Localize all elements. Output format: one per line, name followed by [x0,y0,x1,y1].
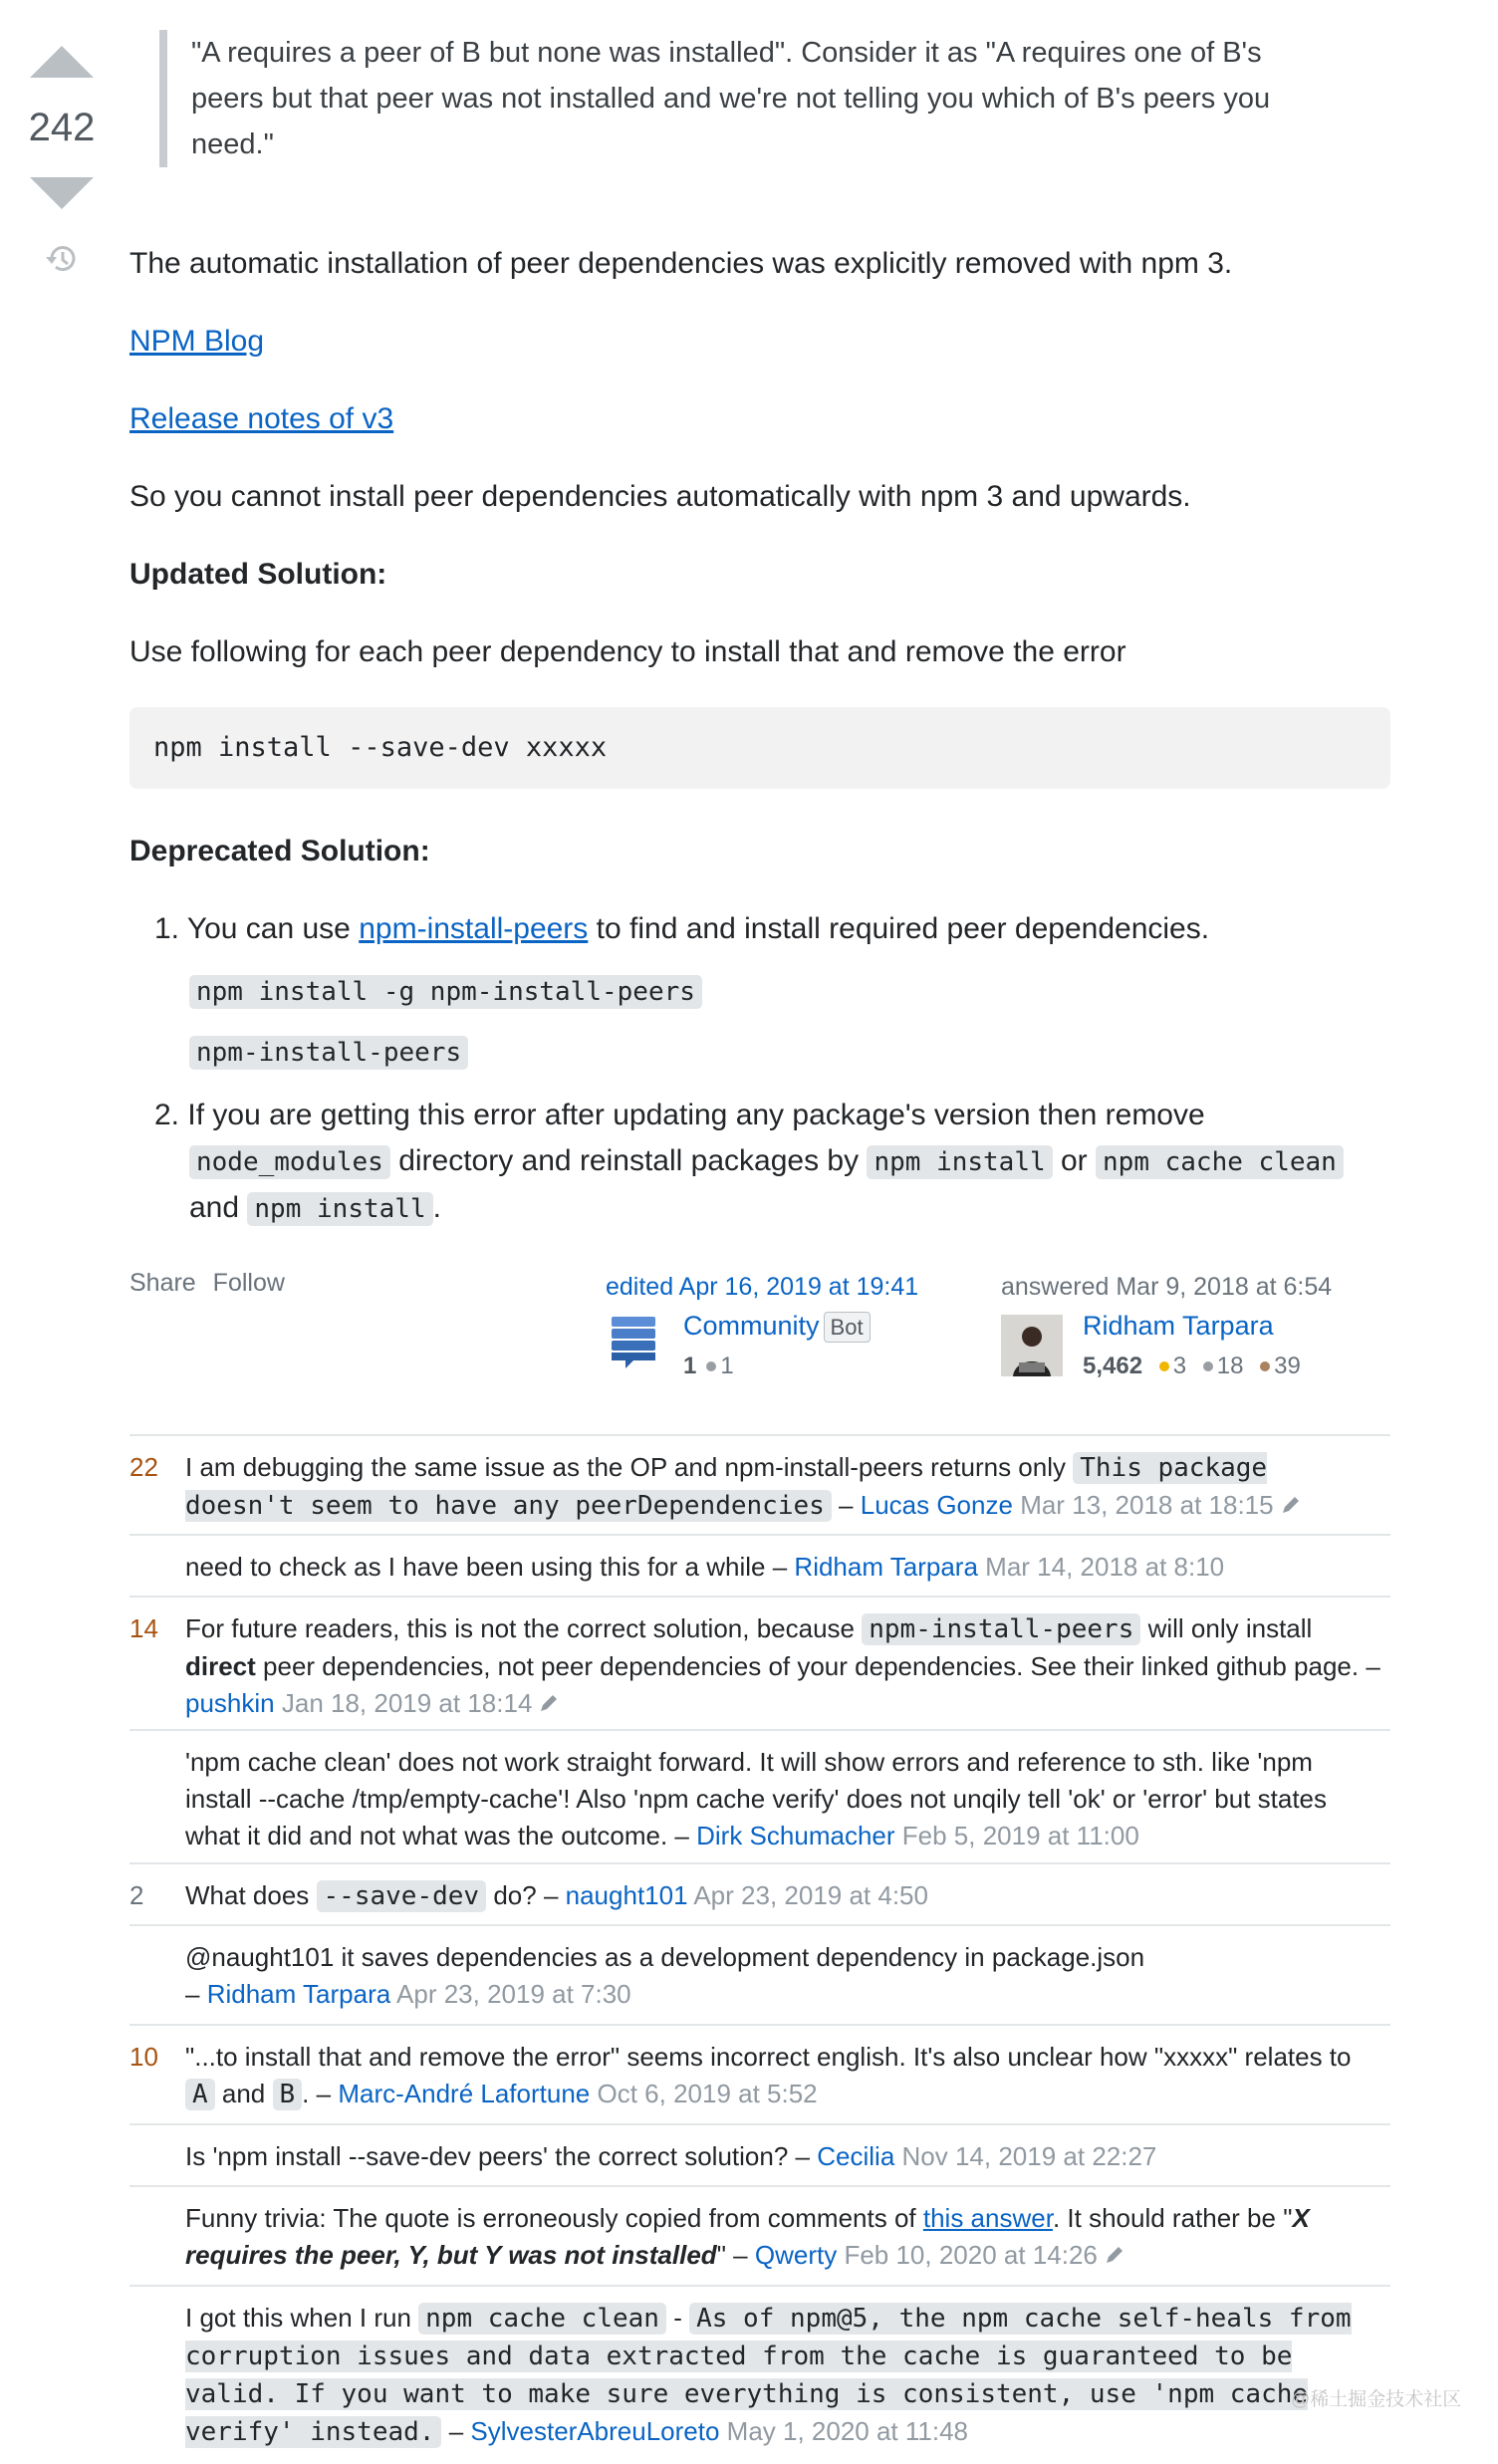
comment: Is 'npm install --save-dev peers' the correct solution? – Cecilia Nov 14, 2019 at 22:27 [129,2123,1390,2185]
comment: 22 I am debugging the same issue as the OP and npm-install-peers returns only This package doesn't seem to have any peerDependencies – Lucas Gonze Mar 13, 2018 at 18:15 [129,1434,1390,1534]
downvote-arrow-icon[interactable] [30,177,94,209]
comment: Funny trivia: The quote is erroneously copied from comments of this answer. It should rather be "X requires the peer, Y, but Y was not installed" – Qwerty Feb 10, 2020 at 14:26 [129,2185,1390,2285]
author-user-link[interactable]: Ridham Tarpara [1083,1311,1274,1341]
comment-date: Nov 14, 2019 at 22:27 [901,2141,1157,2171]
comment-user-link[interactable]: Cecilia [817,2141,895,2171]
comment: 14 For future readers, this is not the correct solution, because npm-install-peers will only install direct peer dependencies, not peer dependencies of your dependencies. See their linked github page. – pushkin Jan 18, 2019 at 18:14 [129,1596,1390,1729]
comment: 2 What does --save-dev do? – naught101 Apr 23, 2019 at 4:50 [129,1862,1390,1924]
comment: 'npm cache clean' does not work straight forward. It will show errors and reference to sth. like 'npm install --cache /tmp/empty-cache'! Also 'npm cache verify' does not unqily tell 'ok' or 'error' but states what it did and not what was the outcome. – Dirk Schumacher Feb 5, 2019 at 11:00 [129,1729,1390,1862]
share-link[interactable]: Share [129,1269,196,1297]
comments-list [129,1434,1390,2447]
code-block: npm install --save-dev xxxxx [129,707,1390,789]
release-notes-link[interactable]: Release notes of v3 [129,402,394,435]
comment-user-link[interactable]: Lucas Gonze [860,1490,1013,1520]
vote-column [20,40,104,279]
author-card [1001,1273,1389,1392]
follow-link[interactable]: Follow [212,1269,285,1297]
comment: 10 "...to install that and remove the error" seems incorrect english. It's also unclear how "xxxxx" relates to A and B . – Marc-André Lafortune Oct 6, 2019 at 5:52 [129,2024,1390,2123]
this-answer-link[interactable]: this answer [922,2203,1053,2233]
community-avatar[interactable] [610,1315,671,1376]
deprecated-solution-heading: Deprecated Solution: [129,835,430,867]
author-avatar[interactable] [1001,1315,1063,1376]
comment-user-link[interactable]: Dirk Schumacher [696,1821,895,1850]
paragraph-npm3: The automatic installation of peer dependencies was explicitly removed with npm 3. [129,247,1233,280]
comment-score: 14 [129,1613,158,1643]
comment: need to check as I have been using this for a while – Ridham Tarpara Mar 14, 2018 at 8:10 [129,1534,1390,1596]
community-user-link[interactable]: Community Bot [683,1311,871,1342]
comment-score: 10 [129,2042,158,2072]
comment-user-link[interactable]: Marc-André Lafortune [338,2079,591,2108]
comment-date: Mar 13, 2018 at 18:15 [1020,1490,1274,1520]
watermark: @稀土掘金技术社区 [1291,2389,1462,2410]
paragraph-cannot-install: So you cannot install peer dependencies automatically with npm 3 and upwards. [129,480,1191,513]
comment-date: Feb 10, 2020 at 14:26 [844,2240,1098,2270]
post-actions [129,1269,285,1298]
updated-solution-heading: Updated Solution: [129,558,387,591]
comment-user-link[interactable]: Qwerty [754,2240,838,2270]
edit-pencil-icon[interactable] [1104,2239,1125,2276]
edit-pencil-icon[interactable] [538,1687,560,1724]
comment-score: 2 [129,1880,144,1910]
comment-user-link[interactable]: naught101 [565,1880,688,1910]
history-icon[interactable] [42,239,82,279]
upvote-arrow-icon[interactable] [30,46,94,78]
list-code-2: npm-install-peers [189,1032,1444,1073]
npm-install-peers-link[interactable]: npm-install-peers [359,912,589,945]
comment-date: Apr 23, 2019 at 4:50 [693,1880,928,1910]
comment-date: Oct 6, 2019 at 5:52 [597,2079,818,2108]
comment: @naught101 it saves dependencies as a development dependency in package.json – Ridham Tarpara Apr 23, 2019 at 7:30 [129,1924,1390,2024]
list-code-1: npm install -g npm-install-peers [189,971,1444,1012]
comment-user-link[interactable]: Ridham Tarpara [794,1552,978,1582]
comment-date: Apr 23, 2019 at 7:30 [396,1979,631,2009]
comment-user-link[interactable]: Ridham Tarpara [206,1979,391,2009]
comment-date: May 1, 2020 at 11:48 [726,2416,969,2446]
updated-solution-text: Use following for each peer dependency to install that and remove the error [129,635,1126,668]
community-reputation: 1 1 [683,1353,734,1379]
list-item-1: 1. You can use npm-install-peers to find and install required peer dependencies. [154,912,1210,945]
answered-timestamp: answered Mar 9, 2018 at 6:54 [1001,1273,1333,1301]
comment-user-link[interactable]: SylvesterAbreuLoreto [470,2416,720,2446]
comment-date: Feb 5, 2019 at 11:00 [901,1821,1139,1850]
comment-date: Mar 14, 2018 at 8:10 [985,1552,1225,1582]
blockquote: "A requires a peer of B but none was installed". Consider it as "A requires one of B's peers but that peer was not installed and we're not telling you which of B's peers you need." [159,30,1335,167]
edit-pencil-icon[interactable] [1280,1489,1302,1526]
vote-count: 242 [28,106,96,149]
bot-badge: Bot [824,1312,871,1343]
edited-timestamp[interactable]: edited Apr 16, 2019 at 19:41 [606,1273,919,1301]
author-reputation: 5,462 3 18 39 [1083,1353,1301,1379]
comment-score: 22 [129,1452,158,1482]
npm-blog-link[interactable]: NPM Blog [129,325,265,358]
comment-user-link[interactable]: pushkin [185,1688,275,1718]
list-item-2: 2. If you are getting this error after updating any package's version then remove node_modules directory and reinstall packages by npm install or npm cache clean and npm install . [154,1093,1389,1232]
editor-card [606,1273,944,1392]
comment-date: Jan 18, 2019 at 18:14 [281,1688,533,1718]
comment: I got this when I run npm cache clean - As of npm@5, the npm cache self-heals from corruption issues and data extracted from the cache is guaranteed to be valid. If you want to make sure everything is consistent, use 'npm cache verify' instead. – SylvesterAbreuLoreto May 1, 2020 at 11:48 [129,2285,1390,2434]
